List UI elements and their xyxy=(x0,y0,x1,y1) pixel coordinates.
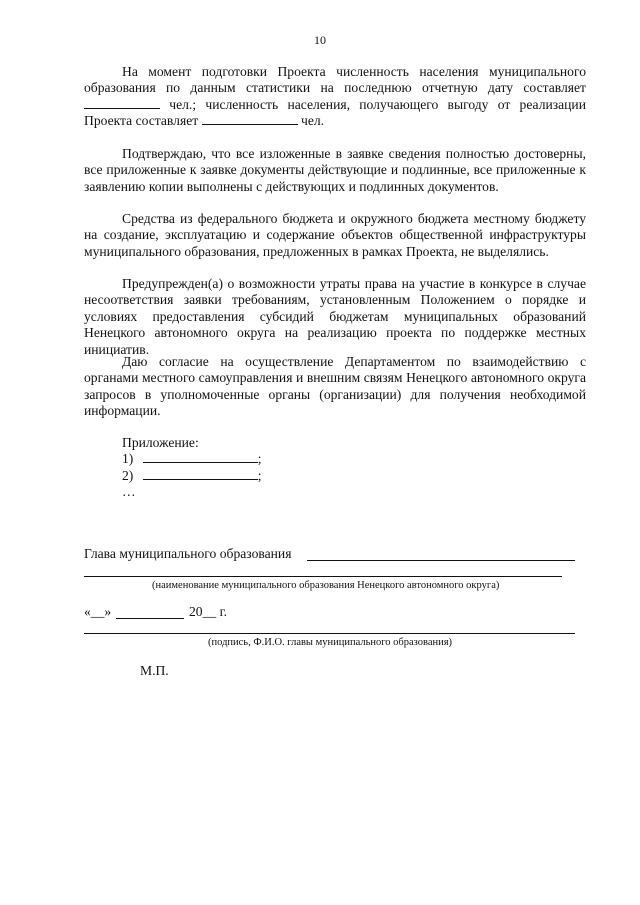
date-month-line xyxy=(116,618,184,619)
consent-paragraph xyxy=(84,354,586,420)
warning-text: Предупрежден(а) о возможности утраты права на участие в конкурсе в случае несоответствия заявки требованиям, установленным Положением о порядке и условиях предоставления субсидий бюджетам муниципальных образований Ненецкого автономного округа на реализацию проекта по поддержке местных инициатив. xyxy=(84,276,586,357)
head-signature-line xyxy=(307,560,575,561)
page-number: 10 xyxy=(314,33,326,47)
attachments-title: Приложение: xyxy=(122,435,199,450)
attachment-more: … xyxy=(122,484,136,500)
attachment-2-blank xyxy=(143,468,258,480)
confirmation-text: Подтверждаю, что все изложенные в заявке сведения полностью достоверны, все приложенные к заявке документы действующие и подлинные, все приложенные к заявлению копии выполнены с действующих и подлинных документов. xyxy=(84,146,586,194)
population-text-3: чел. xyxy=(300,113,325,129)
population-text-2: чел.; численность населения, получающего выгоду от реализации Проекта составляет xyxy=(84,96,586,129)
attachment-item-1: 1) ; xyxy=(122,451,262,467)
attachment-1-blank xyxy=(143,451,258,463)
date-year: 20__ г. xyxy=(189,604,228,619)
stamp-label: М.П. xyxy=(140,663,169,678)
municipality-name-line xyxy=(84,576,562,577)
confirmation-paragraph xyxy=(84,146,586,195)
municipality-caption: (наименование муниципального образования Ненецкого автономного округа) xyxy=(152,580,500,591)
warning-paragraph xyxy=(84,276,586,358)
population-text-1: На момент подготовки Проекта численность населения муниципального образования по данным статистики на последнюю отчетную дату составляет xyxy=(84,64,586,96)
date-open: «__» xyxy=(84,604,112,619)
head-label: Глава муниципального образования xyxy=(84,546,292,561)
signature-line xyxy=(84,633,575,634)
attachment-item-2: 2) ; xyxy=(122,467,262,483)
population-blank xyxy=(84,97,160,109)
beneficiaries-blank xyxy=(202,113,298,125)
attachments-list xyxy=(122,435,262,501)
population-paragraph xyxy=(84,64,586,130)
funding-paragraph xyxy=(84,211,586,260)
funding-text: Средства из федерального бюджета и окружного бюджета местному бюджету на создание, эксплуатацию и содержание объектов общественной инфраструктуры муниципального образования, предложенных в рамках Проекта, не выделялись. xyxy=(84,211,586,259)
consent-text: Даю согласие на осуществление Департаментом по взаимодействию с органами местного самоуправления и внешним связям Ненецкого автономного округа запросов в уполномоченные органы (организации) для получения необходимой информации. xyxy=(84,354,586,419)
signature-caption: (подпись, Ф.И.О. главы муниципального образования) xyxy=(208,637,453,648)
